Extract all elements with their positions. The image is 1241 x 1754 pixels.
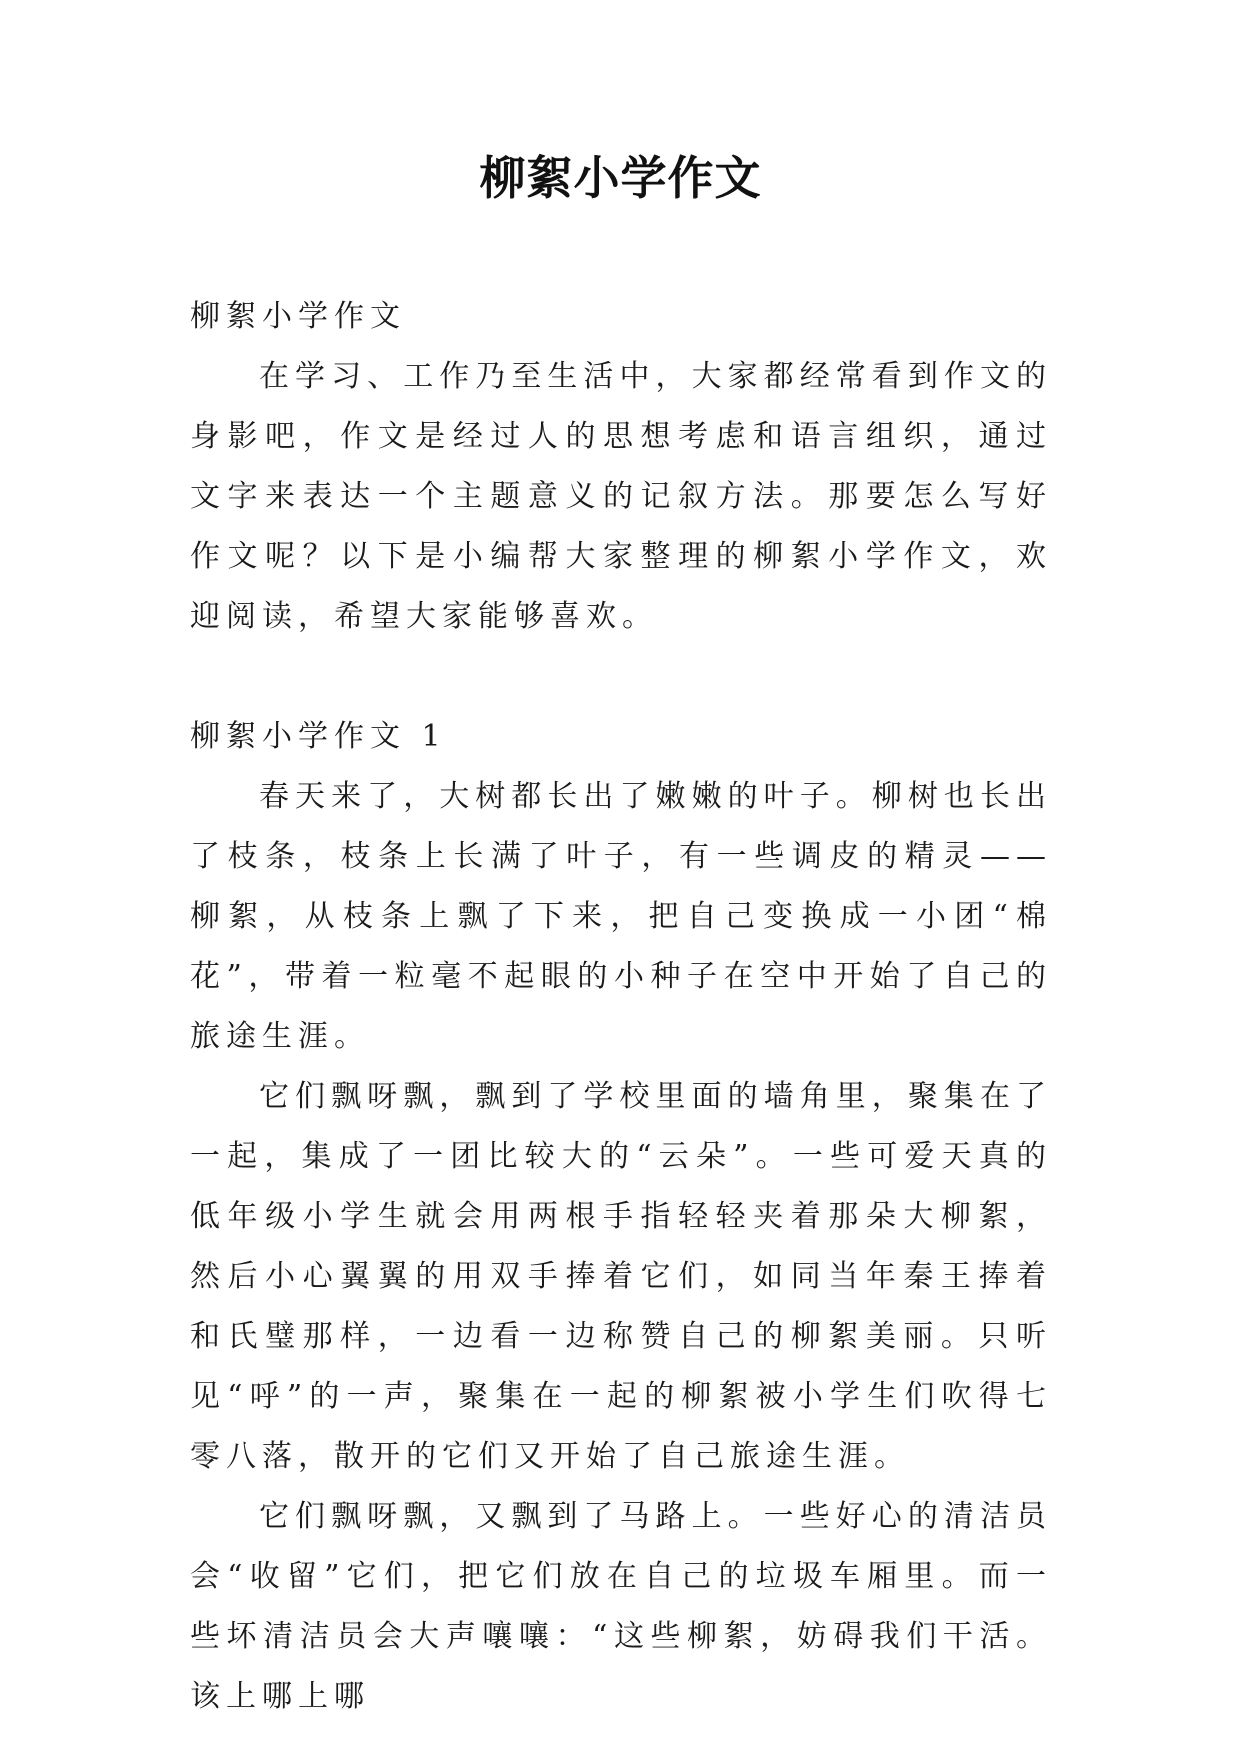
section1-heading: 柳絮小学作文 1 (190, 719, 447, 754)
section-spacer (190, 647, 1052, 707)
intro-paragraph: 在学习、工作乃至生活中，大家都经常看到作文的身影吧，作文是经过人的思想考虑和语言组织，通过文字来表达一个主题意义的记叙方法。那要怎么写好作文呢？以下是小编帮大家整理的柳絮小学作文，欢迎阅读，希望大家能够喜欢。 (190, 359, 1052, 634)
intro-heading: 柳絮小学作文 (190, 299, 406, 334)
section1-paragraph-2: 它们飘呀飘，飘到了学校里面的墙角里，聚集在了一起，集成了一团比较大的“云朵”。一些可爱天真的低年级小学生就会用两根手指轻轻夹着那朵大柳絮，然后小心翼翼的用双手捧着它们，如同当年秦王捧着和氏璧那样，一边看一边称赞自己的柳絮美丽。只听见“呼”的一声，聚集在一起的柳絮被小学生们吹得七零八落，散开的它们又开始了自己旅途生涯。 (190, 1079, 1052, 1474)
section1-paragraph-1: 春天来了，大树都长出了嫩嫩的叶子。柳树也长出了枝条，枝条上长满了叶子，有一些调皮的精灵——柳絮，从枝条上飘了下来，把自己变换成一小团“棉花”，带着一粒毫不起眼的小种子在空中开始了自己的旅途生涯。 (190, 779, 1052, 1054)
section1-paragraph-3: 它们飘呀飘，又飘到了马路上。一些好心的清洁员会“收留”它们，把它们放在自己的垃圾车厢里。而一些坏清洁员会大声嚷嚷：“这些柳絮，妨碍我们干活。该上哪上哪 (190, 1499, 1052, 1714)
document-body (190, 287, 1052, 1727)
document-title: 柳絮小学作文 (479, 151, 762, 205)
